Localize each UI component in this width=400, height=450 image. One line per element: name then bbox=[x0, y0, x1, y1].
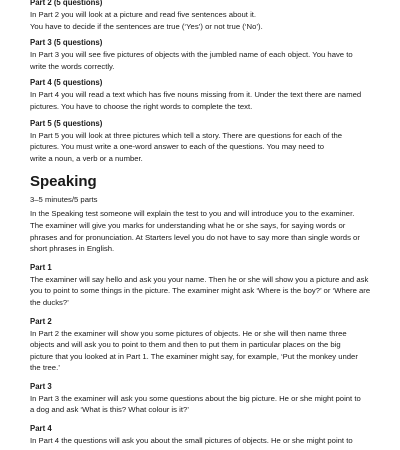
text-line: The examiner will give you marks for understanding what he or she says, for saying words or bbox=[30, 220, 346, 230]
section-paragraph bbox=[30, 393, 378, 416]
section-heading: Part 4 (5 questions) bbox=[30, 78, 103, 88]
text-line: you to point to some things in the picture. The examiner might ask ‘Where is the boy?’ or ‘Where are bbox=[30, 286, 371, 296]
section-paragraph bbox=[30, 130, 378, 165]
section-heading: Part 1 bbox=[30, 262, 52, 272]
text-line: In Part 3 the examiner will ask you some questions about the big picture. He or she might point to bbox=[30, 393, 361, 403]
text-line: In Part 3 you will see five pictures of objects with the jumbled name of each object. You have to bbox=[30, 50, 353, 60]
part-5-section bbox=[30, 118, 378, 165]
text-line: The examiner will say hello and ask you your name. Then he or she will show you a picture and ask bbox=[30, 274, 369, 284]
speaking-section bbox=[30, 173, 378, 254]
part-3-section bbox=[30, 37, 378, 72]
section-paragraph bbox=[30, 328, 378, 374]
part-2-section bbox=[30, 0, 378, 32]
text-line: In the Speaking test someone will explain the test to you and will introduce you to the examiner. bbox=[30, 209, 355, 219]
text-line: the tree.’ bbox=[30, 363, 60, 373]
speaking-intro bbox=[30, 208, 378, 254]
text-line: a dog and ask ‘What is this? What colour is it?’ bbox=[30, 405, 189, 415]
section-heading: Part 3 bbox=[30, 381, 52, 391]
text-line: You have to decide if the sentences are true (‘Yes’) or not true (‘No’). bbox=[30, 21, 263, 31]
text-line: phrases and for pronunciation. At Starters level you do not have to say more than single words or bbox=[30, 232, 360, 242]
speaking-title: Speaking bbox=[30, 173, 97, 191]
section-heading: Part 5 (5 questions) bbox=[30, 118, 103, 128]
section-heading: Part 2 bbox=[30, 316, 52, 326]
text-line: short phrases in English. bbox=[30, 244, 115, 254]
section-heading: Part 2 (5 questions) bbox=[30, 0, 103, 7]
speaking-duration: 3–5 minutes/5 parts bbox=[30, 195, 98, 205]
text-line: In Part 2 you will look at a picture and read five sentences about it. bbox=[30, 10, 257, 19]
text-line: write the words correctly. bbox=[30, 61, 115, 71]
speaking-part-3 bbox=[30, 381, 378, 416]
text-line: In Part 4 the questions will ask you about the small pictures of objects. He or she might point to bbox=[30, 436, 353, 446]
text-line: picture that you looked at in Part 1. The examiner might say, for example, ‘Put the monkey under bbox=[30, 351, 358, 361]
speaking-part-2 bbox=[30, 316, 378, 374]
text-line: the ducks?’ bbox=[30, 297, 69, 307]
section-heading: Part 4 bbox=[30, 424, 52, 434]
text-line: pictures. You must write a one-word answer to each of the questions. You may need to bbox=[30, 142, 325, 152]
text-line: In Part 2 the examiner will show you some pictures of objects. He or she will then name three bbox=[30, 328, 347, 338]
section-paragraph bbox=[30, 9, 378, 32]
text-line: objects and will ask you to point to them and then to put them in particular places on the big bbox=[30, 340, 341, 350]
part-4-section bbox=[30, 77, 378, 112]
section-paragraph bbox=[30, 49, 378, 72]
speaking-part-1 bbox=[30, 262, 378, 309]
text-line: pictures. You have to choose the right words to complete the text. bbox=[30, 101, 253, 111]
section-paragraph bbox=[30, 435, 378, 447]
section-heading: Part 3 (5 questions) bbox=[30, 38, 103, 48]
section-paragraph bbox=[30, 274, 378, 309]
text-line: In Part 5 you will look at three pictures which tell a story. There are questions for each of the bbox=[30, 130, 343, 140]
text-line: write a noun, a verb or a number. bbox=[30, 153, 143, 163]
text-line: In Part 4 you will read a text which has five nouns missing from it. Under the text there are named bbox=[30, 90, 362, 100]
section-paragraph bbox=[30, 89, 378, 112]
speaking-part-4 bbox=[30, 423, 378, 447]
